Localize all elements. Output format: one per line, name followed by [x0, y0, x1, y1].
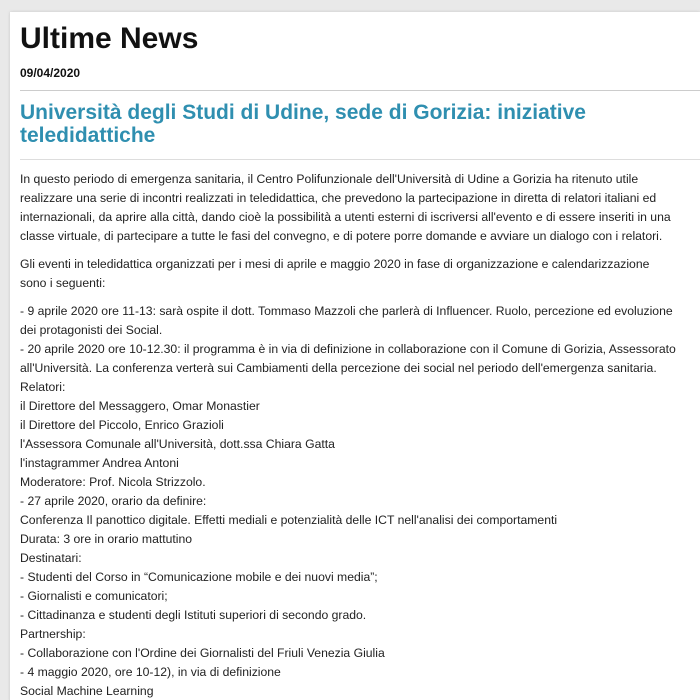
list-item: l'Assessora Comunale all'Università, dott.ssa Chiara Gatta	[20, 437, 335, 451]
list-item: Relatori:	[20, 380, 66, 394]
list-item: l'instagrammer Andrea Antoni	[20, 456, 179, 470]
intro-line: In questo periodo di emergenza sanitaria, il Centro Polifunzionale dell'Università di Udine a Gorizia ha ritenuto utile	[20, 172, 639, 186]
list-item: - 27 aprile 2020, orario da definire:	[20, 494, 207, 508]
news-page	[10, 12, 700, 700]
list-item: il Direttore del Piccolo, Enrico Grazioli	[20, 418, 224, 432]
news-content	[20, 20, 700, 700]
intro-line: classe virtuale, di partecipare a tutte le fasi del convegno, e di potere porre domande e avviare un dialogo con i relatori.	[20, 229, 663, 243]
list-item: Destinatari:	[20, 551, 82, 565]
intro-paragraph	[20, 170, 700, 246]
intro-line: realizzare una serie di incontri realizzati in teledidattica, che prevedono la partecipazione in diretta di relatori italiani ed	[20, 191, 657, 205]
divider	[20, 159, 700, 160]
list-item: - 9 aprile 2020 ore 11-13: sarà ospite il dott. Tommaso Mazzoli che parlerà di Influencer. Ruolo, percezione ed evoluzione	[20, 304, 673, 318]
article-title-line: Università degli Studi di Udine, sede di Gorizia: iniziative	[20, 101, 586, 124]
events-intro-line: sono i seguenti:	[20, 276, 106, 290]
list-item: - Collaborazione con l'Ordine dei Giornalisti del Friuli Venezia Giulia	[20, 646, 385, 660]
list-item: Durata: 3 ore in orario mattutino	[20, 532, 193, 546]
events-intro-line: Gli eventi in teledidattica organizzati per i mesi di aprile e maggio 2020 in fase di organizzazione e calendarizzazione	[20, 257, 650, 271]
list-item: Conferenza Il panottico digitale. Effetti mediali e potenzialità delle ICT nell'analisi dei comportamenti	[20, 513, 558, 527]
article-title[interactable]	[20, 101, 700, 147]
article-title-line: teledidattiche	[20, 124, 156, 147]
list-item: Moderatore: Prof. Nicola Strizzolo.	[20, 475, 206, 489]
list-item: - 4 maggio 2020, ore 10-12), in via di definizione	[20, 665, 281, 679]
events-intro-paragraph	[20, 255, 700, 293]
list-item: il Direttore del Messaggero, Omar Monastier	[20, 399, 260, 413]
list-item: dei protagonisti dei Social.	[20, 323, 163, 337]
intro-line: internazionali, da aprire alla città, dando cioè la possibilità a utenti esterni di iscriversi all'evento e di essere inseriti in una	[20, 210, 671, 224]
events-list	[20, 302, 700, 700]
list-item: Partnership:	[20, 627, 86, 641]
list-item: all'Università. La conferenza verterà sui Cambiamenti della percezione dei social nel periodo dell'emergenza sanitaria.	[20, 361, 657, 375]
list-item: - Giornalisti e comunicatori;	[20, 589, 168, 603]
list-item: Social Machine Learning	[20, 684, 154, 698]
news-date: 09/04/2020	[20, 66, 81, 80]
section-title: Ultime News	[20, 22, 199, 55]
list-item: - 20 aprile 2020 ore 10-12.30: il programma è in via di definizione in collaborazione con il Comune di Gorizia, Assessorato	[20, 342, 676, 356]
list-item: - Studenti del Corso in “Comunicazione mobile e dei nuovi media”;	[20, 570, 378, 584]
list-item: - Cittadinanza e studenti degli Istituti superiori di secondo grado.	[20, 608, 367, 622]
divider	[20, 90, 700, 91]
